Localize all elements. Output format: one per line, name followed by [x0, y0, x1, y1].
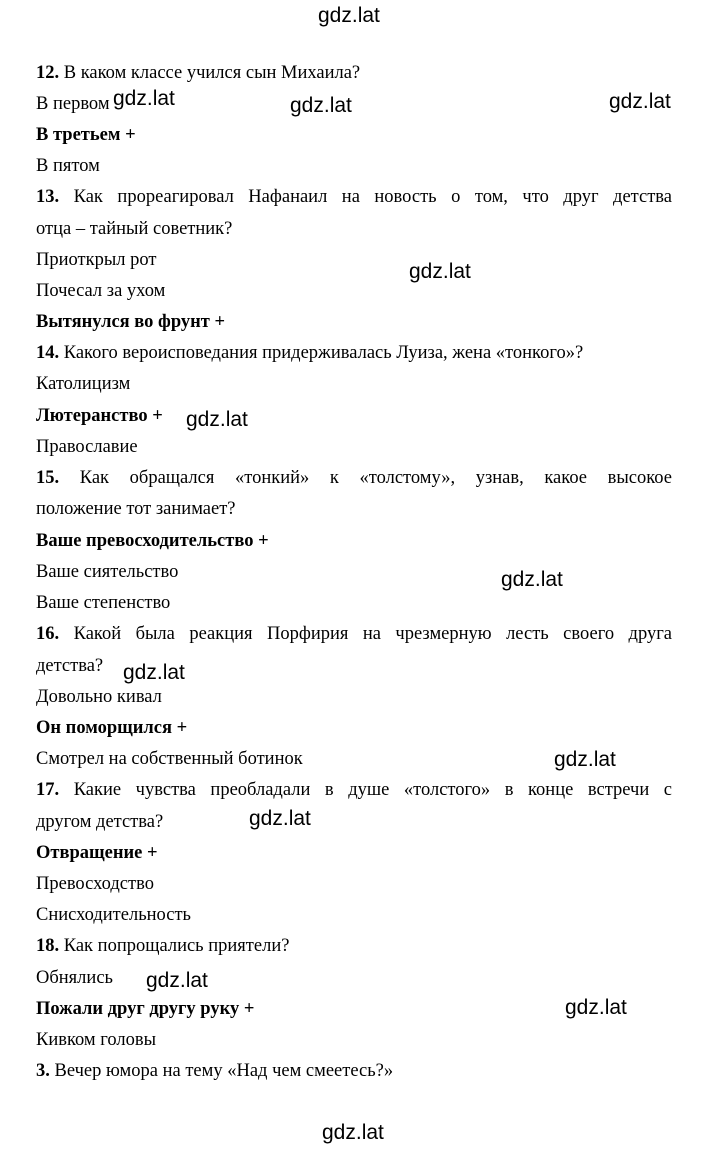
question-16	[36, 623, 672, 645]
answer-option: Снисходительность	[36, 905, 191, 925]
answer-option-correct: Ваше превосходительство +	[36, 531, 269, 551]
question-text: Какого вероисповедания придерживалась Луиза, жена «тонкого»?	[63, 343, 584, 363]
answer-option: Ваше степенство	[36, 593, 171, 613]
watermark: gdz.lat	[609, 90, 671, 113]
question-text-line1: Как прореагировал Нафанаил на новость о том, что друг детства	[73, 187, 672, 207]
answer-option: Обнялись	[36, 968, 113, 988]
answer-option-correct: Он поморщился +	[36, 718, 188, 738]
watermark: gdz.lat	[318, 4, 380, 27]
watermark: gdz.lat	[409, 260, 471, 283]
question-text-line2: детства?	[36, 656, 104, 676]
task-number: 3.	[36, 1061, 50, 1081]
answer-option: Довольно кивал	[36, 687, 162, 707]
question-text-line1: Какой была реакция Порфирия на чрезмерную лесть своего друга	[73, 624, 673, 644]
answer-option: Приоткрыл рот	[36, 250, 157, 270]
answer-option: Превосходство	[36, 874, 154, 894]
question-12	[36, 62, 672, 84]
answer-option: Католицизм	[36, 374, 131, 394]
question-13	[36, 186, 672, 208]
watermark: gdz.lat	[554, 748, 616, 771]
answer-option: Ваше сиятельство	[36, 562, 179, 582]
answer-option: Почесал за ухом	[36, 281, 166, 301]
task-3	[36, 1060, 672, 1082]
task-text: Вечер юмора на тему «Над чем смеетесь?»	[54, 1061, 394, 1081]
question-text: Как попрощались приятели?	[63, 936, 290, 956]
question-15	[36, 467, 672, 489]
watermark: gdz.lat	[290, 94, 352, 117]
question-number: 13.	[36, 187, 60, 207]
question-number: 18.	[36, 936, 60, 956]
watermark: gdz.lat	[249, 807, 311, 830]
question-text-line2: отца – тайный советник?	[36, 219, 233, 239]
watermark: gdz.lat	[146, 969, 208, 992]
question-text-line2: другом детства?	[36, 812, 164, 832]
question-number: 15.	[36, 468, 60, 488]
question-14	[36, 342, 672, 364]
answer-option-correct: Лютеранство +	[36, 406, 163, 426]
question-number: 16.	[36, 624, 60, 644]
question-18	[36, 935, 672, 957]
question-number: 12.	[36, 63, 60, 83]
watermark: gdz.lat	[322, 1121, 384, 1144]
answer-option-correct: Отвращение +	[36, 843, 158, 863]
watermark: gdz.lat	[123, 661, 185, 684]
watermark: gdz.lat	[501, 568, 563, 591]
answer-option-correct: Пожали друг другу руку +	[36, 999, 255, 1019]
question-17	[36, 779, 672, 801]
question-text-line1: Как обращался «тонкий» к «толстому», узнав, какое высокое	[79, 468, 672, 488]
answer-option: Кивком головы	[36, 1030, 157, 1050]
watermark: gdz.lat	[565, 996, 627, 1019]
answer-option-correct: В третьем +	[36, 125, 136, 145]
question-text-line1: Какие чувства преобладали в душе «толстого» в конце встречи с	[73, 780, 673, 800]
answer-option: В пятом	[36, 156, 100, 176]
watermark: gdz.lat	[113, 87, 175, 110]
answer-option: Смотрел на собственный ботинок	[36, 749, 303, 769]
watermark: gdz.lat	[186, 408, 248, 431]
question-text-line2: положение тот занимает?	[36, 499, 236, 519]
answer-option-correct: Вытянулся во фрунт +	[36, 312, 226, 332]
question-number: 17.	[36, 780, 60, 800]
answer-option: Православие	[36, 437, 138, 457]
question-text: В каком классе учился сын Михаила?	[63, 63, 361, 83]
answer-option: В первом	[36, 94, 110, 114]
question-number: 14.	[36, 343, 60, 363]
